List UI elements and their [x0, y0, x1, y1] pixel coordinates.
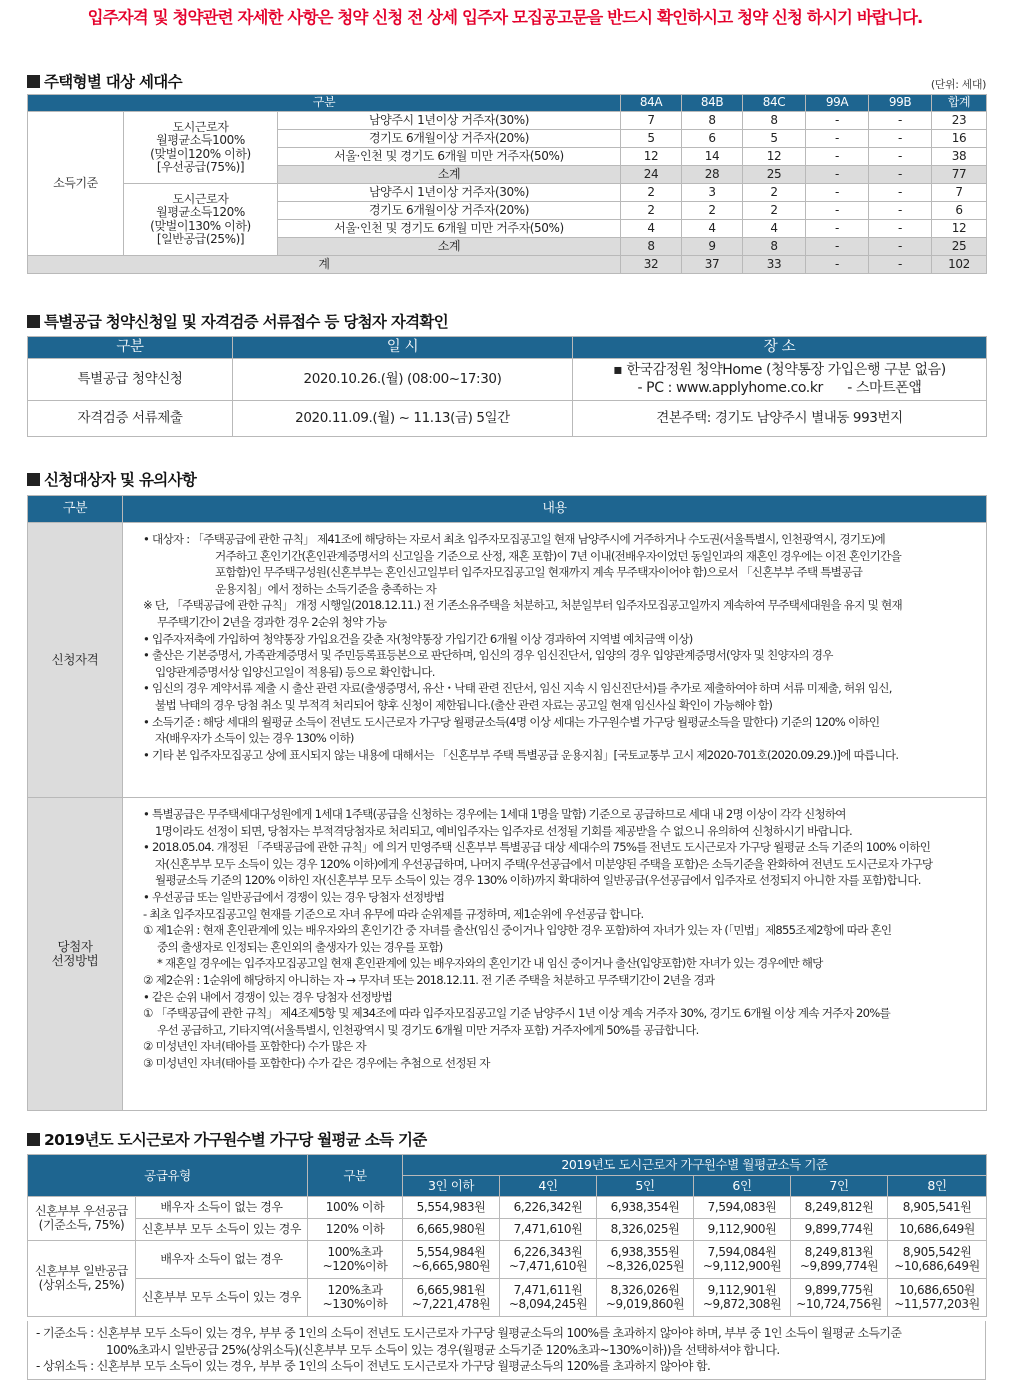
cell-line: 120%초과 [327, 1282, 383, 1297]
content-cell [123, 798, 987, 1111]
cell-line: 100%초과 [327, 1244, 383, 1259]
table-row [28, 1279, 987, 1317]
content-line: 운용지침」에서 정하는 소득기준을 충족하는 자 [215, 581, 437, 596]
cell-line: 7,471,611원 [513, 1282, 583, 1297]
sub-group-label [124, 112, 278, 184]
table-row [28, 1197, 987, 1219]
income-table [27, 1154, 987, 1317]
header-cell: 84A [621, 95, 682, 112]
table-cell: 102 [932, 256, 987, 274]
table-cell: 2 [743, 184, 806, 202]
content-line: 입양관계증명서상 입양신고일이 적용됨) 등으로 확인합니다. [155, 664, 435, 679]
table-cell: 경기도 6개월이상 거주자(20%) [278, 130, 621, 148]
table-header-row [28, 337, 987, 359]
table-header-row [28, 496, 987, 523]
content-line: • 소득기준 : 해당 세대의 월평균 소득이 전년도 도시근로자 가구당 월평균소득(4명 이상 세대는 가구원수별 가구당 월평균소득을 말한다) 기준의 120% 이하인 [143, 714, 880, 729]
sub-label-line: (맞벌이120% 이하) [150, 146, 251, 161]
table-cell: - [869, 166, 932, 184]
table-cell: 2 [743, 202, 806, 220]
table-cell [500, 1279, 597, 1317]
header-cell: 99B [869, 95, 932, 112]
table-cell: - [869, 238, 932, 256]
table-cell: - [869, 112, 932, 130]
table-cell: 5,554,983원 [403, 1197, 500, 1219]
table-cell: - [806, 202, 869, 220]
table-cell: 12 [621, 148, 682, 166]
table-cell: - [806, 238, 869, 256]
cell-line: ~6,665,980원 [411, 1258, 491, 1273]
table-cell: 서울·인천 및 경기도 6개월 미만 거주자(50%) [278, 148, 621, 166]
group-label-line: 신혼부부 우선공급 [35, 1203, 128, 1218]
header-cell: 장 소 [573, 337, 987, 359]
group-label [28, 1241, 136, 1317]
header-cell: 3인 이하 [403, 1176, 500, 1197]
table-cell [888, 1241, 987, 1279]
table-cell: 38 [932, 148, 987, 166]
cell-line: 7,594,084원 [707, 1244, 777, 1259]
header-cell: 84C [743, 95, 806, 112]
table-cell: 12 [743, 148, 806, 166]
sub-label-line: 도시근로자 [172, 191, 229, 206]
content-line: ※ 단, 「주택공급에 관한 규칙」 개정 시행일(2018.12.11.) 전 기존소유주택을 처분하고, 처분일부터 입주자모집공고일까지 계속하여 무주택세대원을 유지 및 현재 [143, 598, 902, 613]
table-cell: 7 [932, 184, 987, 202]
content-line: 자(신혼부부 모두 소득이 있는 경우 120% 이하)에게 우선공급하며, 나머지 주택(우선공급에서 미분양된 주택을 포함)은 소득기준을 완화하여 전년도 도시근로자 가구당 [155, 856, 933, 871]
sub-label-line: 월평균소득100% [156, 133, 245, 148]
content-line: • 입주자저축에 가입하여 청약통장 가입요건을 갖춘 자(청약통장 가입기간 6개월 이상 경과하여 지역별 예치금액 이상) [143, 631, 693, 646]
table-cell: 2020.11.09.(월) ~ 11.13(금) 5일간 [233, 401, 573, 437]
section-title-eligibility [27, 468, 196, 490]
table-cell: 8 [682, 112, 743, 130]
sub-label-line: 월평균소득120% [156, 205, 245, 220]
table-cell: - [806, 166, 869, 184]
table-cell [403, 1279, 500, 1317]
content-line: • 특별공급은 무주택세대구성원에게 1세대 1주택(공급을 신청하는 경우에는 1세대 1명을 말함) 기준으로 공급하므로 세대 내 2명 이상이 각각 신청하여 [143, 807, 846, 821]
content-line: • 기타 본 입주자모집공고 상에 표시되지 않는 내용에 대해서는 「신혼부부 주택 특별공급 운용지침」[국토교통부 고시 제2020-701호(2020.09.29.)]에 따릅니다. [143, 747, 899, 762]
cell-line: 5,554,984원 [416, 1244, 486, 1259]
table-cell: 자격검증 서류제출 [28, 401, 233, 437]
cell-line: 6,938,355원 [610, 1244, 680, 1259]
table-cell: - [806, 148, 869, 166]
table-cell: 12 [932, 220, 987, 238]
cell-line: ~9,112,900원 [702, 1258, 782, 1273]
cell-line: 9,112,901원 [707, 1282, 777, 1297]
table-cell [403, 1241, 500, 1279]
table-cell: - [806, 184, 869, 202]
table-cell: 9,112,900원 [694, 1219, 791, 1241]
header-cell: 내용 [123, 496, 987, 523]
place-cell [573, 359, 987, 401]
content-line: 우선 공급하고, 기타지역(서울특별시, 인천광역시 및 경기도 6개월 미만 거주자 포함) 거주자에게 50%를 공급합니다. [157, 1022, 699, 1037]
table-cell [888, 1279, 987, 1317]
table-cell: - [869, 148, 932, 166]
sub-label-line: [일반공급(25%)] [156, 231, 245, 246]
header-cell: 구분 [308, 1155, 403, 1197]
table-cell: 8,249,812원 [791, 1197, 888, 1219]
schedule-table [27, 336, 987, 437]
table-cell: - [869, 184, 932, 202]
table-cell: 2020.10.26.(월) (08:00~17:30) [233, 359, 573, 401]
header-cell: 공급유형 [28, 1155, 308, 1197]
table-cell: - [869, 202, 932, 220]
table-cell: 37 [682, 256, 743, 274]
table-row [28, 184, 987, 202]
content-line: ① 「주택공급에 관한 규칙」 제4조제5항 및 제34조에 따라 입주자모집공고일 기준 남양주시 1년 이상 계속 거주자 30%, 경기도 6개월 이상 계속 거주자 20%를 [143, 1006, 890, 1021]
header-cell: 8인 [888, 1176, 987, 1197]
section-title-text: 특별공급 청약신청일 및 자격검증 서류접수 등 당첨자 자격확인 [44, 313, 448, 331]
table-cell: 배우자 소득이 없는 경우 [136, 1197, 308, 1219]
table-cell: 77 [932, 166, 987, 184]
table-cell: 7,594,083원 [694, 1197, 791, 1219]
table-cell: 견본주택: 경기도 남양주시 별내동 993번지 [573, 401, 987, 437]
note-line: - 상위소득 : 신혼부부 모두 소득이 있는 경우, 부부 중 1인의 소득이 전년도 도시근로자 가구당 월평균소득의 120%를 초과하지 않아야 함. [36, 1359, 711, 1373]
table-row [28, 359, 987, 401]
table-cell: 32 [621, 256, 682, 274]
table-cell: 24 [621, 166, 682, 184]
content-line: • 우선공급 또는 일반공급에서 경쟁이 있는 경우 당첨자 선정방법 [143, 889, 445, 904]
group-label-line: (상위소득, 25%) [38, 1277, 125, 1292]
cell-line: 9,899,775원 [804, 1282, 874, 1297]
table-cell: - [806, 256, 869, 274]
table-cell: 8 [743, 112, 806, 130]
households-table [27, 94, 987, 274]
header-cell: 구분 [28, 337, 233, 359]
place-line: - PC : www.applyhome.co.kr - 스마트폰앱 [637, 379, 922, 396]
row-label [28, 798, 123, 1111]
header-cell: 구분 [28, 496, 123, 523]
note-line: 100%초과시 일반공급 25%(상위소득)(신혼부부 모두 소득이 있는 경우(월평균 소득기준 120%초과~130%이하))을 선택하셔야 합니다. [106, 1342, 780, 1357]
table-cell: - [869, 220, 932, 238]
table-cell: 4 [621, 220, 682, 238]
table-cell: 9 [682, 238, 743, 256]
table-cell: 8 [743, 238, 806, 256]
table-cell: 7 [621, 112, 682, 130]
eligibility-table [27, 495, 987, 1111]
cell-line: ~9,899,774원 [799, 1258, 879, 1273]
header-cell: 4인 [500, 1176, 597, 1197]
sub-label-line: 도시근로자 [172, 119, 229, 134]
square-bullet-icon [27, 473, 40, 486]
total-row [28, 256, 987, 274]
table-cell: 계 [28, 256, 621, 274]
table-cell: 남양주시 1년이상 거주자(30%) [278, 112, 621, 130]
section-title-text: 2019년도 도시근로자 가구원수별 가구당 월평균 소득 기준 [44, 1131, 427, 1149]
sub-label-line: [우선공급(75%)] [156, 159, 245, 174]
table-cell: 120% 이하 [308, 1219, 403, 1241]
cell-line: ~130%이하 [322, 1296, 388, 1311]
table-cell: 4 [682, 220, 743, 238]
table-row [28, 112, 987, 130]
content-line: 1명이라도 선정이 되면, 당첨자는 부적격당첨자로 처리되고, 예비입주자는 입주자로 선정될 기회를 제공받을 수 없으니 유의하여 신청하시기 바랍니다. [155, 823, 852, 838]
table-cell: 6,938,354원 [597, 1197, 694, 1219]
cell-line: ~10,686,649원 [894, 1258, 980, 1273]
table-cell: - [869, 130, 932, 148]
table-cell: 경기도 6개월이상 거주자(20%) [278, 202, 621, 220]
section-title-text: 주택형별 대상 세대수 [44, 73, 182, 91]
content-line: ③ 미성년인 자녀(태아를 포함한다) 수가 같은 경우에는 추첨으로 선정된 자 [143, 1055, 490, 1070]
cell-line: 10,686,650원 [899, 1282, 975, 1297]
table-cell: 신혼부부 모두 소득이 있는 경우 [136, 1219, 308, 1241]
table-cell: 6,226,342원 [500, 1197, 597, 1219]
table-cell: 5 [743, 130, 806, 148]
content-line: ② 미성년인 자녀(태아를 포함한다) 수가 많은 자 [143, 1039, 366, 1054]
table-cell: 14 [682, 148, 743, 166]
table-cell: 6 [932, 202, 987, 220]
content-line: 월평균소득 기준의 120% 이하인 자(신혼부부 모두 소득이 있는 경우 130% 이하)까지 확대하여 일반공급(우선공급에서 입주자로 선정되지 아니한 자를 포함)합니다. [155, 873, 921, 888]
section-title-schedule [27, 310, 448, 332]
table-cell: 7,471,610원 [500, 1219, 597, 1241]
table-cell: 남양주시 1년이상 거주자(30%) [278, 184, 621, 202]
table-cell: 신혼부부 모두 소득이 있는 경우 [136, 1279, 308, 1317]
table-cell: 6 [682, 130, 743, 148]
content-line: 불법 낙태의 경우 당첨 취소 및 부적격 처리되어 향후 신청이 제한됩니다.(출산 관련 자료는 공고일 현재 임신사실 확인이 가능해야 함) [155, 697, 773, 712]
header-cell: 6인 [694, 1176, 791, 1197]
section-title-income [27, 1128, 427, 1150]
content-line: • 출산은 기본증명서, 가족관계증명서 및 주민등록표등본으로 판단하며, 임신의 경우 임신진단서, 입양의 경우 입양관계증명서(양자 및 친양자의 경우 [143, 648, 833, 663]
content-line: 포함함)인 무주택구성원(신혼부부는 혼인신고일부터 입주자모집공고일 현재까지 계속 무주택자이어야 함)으로서 「신혼부부 주택 특별공급 [215, 565, 863, 580]
section-title-text: 신청대상자 및 유의사항 [44, 471, 197, 489]
table-cell: 100% 이하 [308, 1197, 403, 1219]
table-cell: 33 [743, 256, 806, 274]
cell-line: ~9,019,860원 [605, 1296, 685, 1311]
table-cell: 특별공급 청약신청 [28, 359, 233, 401]
table-cell: 5 [621, 130, 682, 148]
table-cell: 28 [682, 166, 743, 184]
table-cell: - [806, 130, 869, 148]
table-cell: 소계 [278, 166, 621, 184]
table-cell: 2 [621, 184, 682, 202]
table-header-row [28, 1155, 987, 1176]
table-cell: 9,899,774원 [791, 1219, 888, 1241]
header-cell: 일 시 [233, 337, 573, 359]
cell-line: ~8,326,025원 [605, 1258, 685, 1273]
table-cell: 25 [932, 238, 987, 256]
table-header-row [28, 95, 987, 112]
table-row [28, 1219, 987, 1241]
table-cell [308, 1241, 403, 1279]
table-cell: 2 [621, 202, 682, 220]
header-cell: 5인 [597, 1176, 694, 1197]
row-label: 신청자격 [28, 523, 123, 798]
table-cell: 8,326,025원 [597, 1219, 694, 1241]
table-cell [597, 1241, 694, 1279]
cell-line: ~11,577,203원 [894, 1296, 980, 1311]
table-cell [791, 1279, 888, 1317]
square-bullet-icon [27, 75, 40, 88]
content-line: 자(배우자가 소득이 있는 경우 130% 이하) [155, 731, 354, 746]
content-line: * 재혼일 경우에는 입주자모집공고일 현재 혼인관계에 있는 배우자와의 혼인기간 내 임신 중이거나 출산(입양포함)한 자녀가 있는 경우에만 해당 [157, 956, 823, 971]
table-cell [597, 1279, 694, 1317]
header-cell: 7인 [791, 1176, 888, 1197]
group-label-line: 신혼부부 일반공급 [35, 1263, 128, 1278]
cell-line: ~7,471,610원 [508, 1258, 588, 1273]
square-bullet-icon [27, 1133, 40, 1146]
square-bullet-icon [27, 315, 40, 328]
table-cell: 23 [932, 112, 987, 130]
cell-line: 8,905,542원 [902, 1244, 972, 1259]
cell-line: ~120%이하 [322, 1258, 388, 1273]
content-line: • 임신의 경우 계약서류 제출 시 출산 관련 자료(출생증명서, 유산・낙태 관련 진단서, 임신 지속 시 임신진단서)를 추가로 제출하여야 하며 서류 미제출, 허위 임신, [143, 681, 892, 696]
table-cell [500, 1241, 597, 1279]
sub-label-line: (맞벌이130% 이하) [150, 218, 251, 233]
cell-line: 8,326,026원 [610, 1282, 680, 1297]
unit-label: (단위: 세대) [930, 78, 986, 91]
table-cell: - [869, 256, 932, 274]
cell-line: 6,226,343원 [513, 1244, 583, 1259]
content-line: ① 제1순위 : 현재 혼인관계에 있는 배우자와의 혼인기간 중 자녀를 출산(임신 중이거나 입양한 경우 포함)하여 자녀가 있는 자 (「민법」제855조제2항에 따라 혼인 [143, 923, 892, 938]
sub-group-label [124, 184, 278, 256]
table-cell: 10,686,649원 [888, 1219, 987, 1241]
content-line: 무주택기간이 2년을 경과한 경우 2순위 청약 가능 [157, 614, 387, 629]
header-cell: 99A [806, 95, 869, 112]
content-line: 거주하고 혼인기간(혼인관계증명서의 신고일을 기준으로 산정, 재혼 포함)이 7년 이내(전배우자이었던 동일인과의 재혼인 경우에는 이전 혼인기간을 [215, 548, 902, 563]
cell-line: ~7,221,478원 [411, 1296, 491, 1311]
content-line: • 같은 순위 내에서 경쟁이 있는 경우 당첨자 선정방법 [143, 989, 393, 1004]
table-row [28, 1241, 987, 1279]
row-label-line: 선정방법 [51, 953, 99, 968]
row-label-line: 당첨자 [57, 939, 93, 954]
place-line: ▪ 한국감정원 청약Home (청약통장 가입은행 구분 없음) [613, 362, 946, 378]
table-cell: 소계 [278, 238, 621, 256]
cell-line: ~8,094,245원 [508, 1296, 588, 1311]
section-title-households [27, 70, 182, 92]
header-cell: 84B [682, 95, 743, 112]
table-cell [308, 1279, 403, 1317]
cell-line: 8,249,813원 [804, 1244, 874, 1259]
note-line: - 기준소득 : 신혼부부 모두 소득이 있는 경우, 부부 중 1인의 소득이 전년도 도시근로자 가구당 월평균소득의 100%를 초과하지 않아야 하며, 부부 중 1인 소득이 월평균 소득기준 [36, 1326, 902, 1340]
table-cell: 4 [743, 220, 806, 238]
table-cell: 3 [682, 184, 743, 202]
table-cell [694, 1279, 791, 1317]
notice-banner: 입주자격 및 청약관련 자세한 사항은 청약 신청 전 상세 입주자 모집공고문을 반드시 확인하시고 청약 신청 하시기 바랍니다. [87, 8, 923, 27]
income-notes [27, 1321, 986, 1380]
header-cell: 합계 [932, 95, 987, 112]
table-cell: 서울·인천 및 경기도 6개월 미만 거주자(50%) [278, 220, 621, 238]
table-cell [694, 1241, 791, 1279]
content-line: - 최초 입주자모집공고일 현재를 기준으로 자녀 유무에 따라 순위제를 규정하며, 제1순위에 우선공급 합니다. [143, 906, 644, 921]
table-cell: 25 [743, 166, 806, 184]
content-line: ② 제2순위 : 1순위에 해당하지 아니하는 자 → 무자녀 또는 2018.12.11. 전 기존 주택을 처분하고 무주택기간이 2년을 경과 [143, 972, 715, 987]
group-label [28, 1197, 136, 1241]
content-line: • 2018.05.04. 개정된 「주택공급에 관한 규칙」에 의거 민영주택 신혼부부 특별공급 대상 세대수의 75%를 전년도 도시근로자 가구당 월평균 소득 기준의 100% 이하인 [143, 840, 931, 855]
table-cell: 배우자 소득이 없는 경우 [136, 1241, 308, 1279]
table-row [28, 798, 987, 1111]
content-line: 중의 출생자로 인정되는 혼인외의 출생자가 있는 경우를 포함) [157, 939, 443, 954]
table-cell: - [806, 220, 869, 238]
content-line: • 대상자 : 「주택공급에 관한 규칙」 제41조에 해당하는 자로서 최초 입주자모집공고일 현재 남양주시에 거주하거나 수도권(서울특별시, 인천광역시, 경기도)에 [143, 532, 885, 546]
table-cell: 8 [621, 238, 682, 256]
table-row [28, 401, 987, 437]
table-cell: - [806, 112, 869, 130]
header-cell: 2019년도 도시근로자 가구원수별 월평균소득 기준 [403, 1155, 987, 1176]
table-row [28, 523, 987, 798]
table-cell: 8,905,541원 [888, 1197, 987, 1219]
header-cell: 구분 [28, 95, 621, 112]
cell-line: 6,665,981원 [416, 1282, 486, 1297]
cell-line: ~9,872,308원 [702, 1296, 782, 1311]
income-group-label: 소득기준 [28, 112, 124, 256]
table-cell: 2 [682, 202, 743, 220]
table-cell: 6,665,980원 [403, 1219, 500, 1241]
cell-line: ~10,724,756원 [796, 1296, 882, 1311]
content-cell [123, 523, 987, 798]
table-cell [791, 1241, 888, 1279]
table-cell: 16 [932, 130, 987, 148]
group-label-line: (기준소득, 75%) [38, 1217, 125, 1232]
